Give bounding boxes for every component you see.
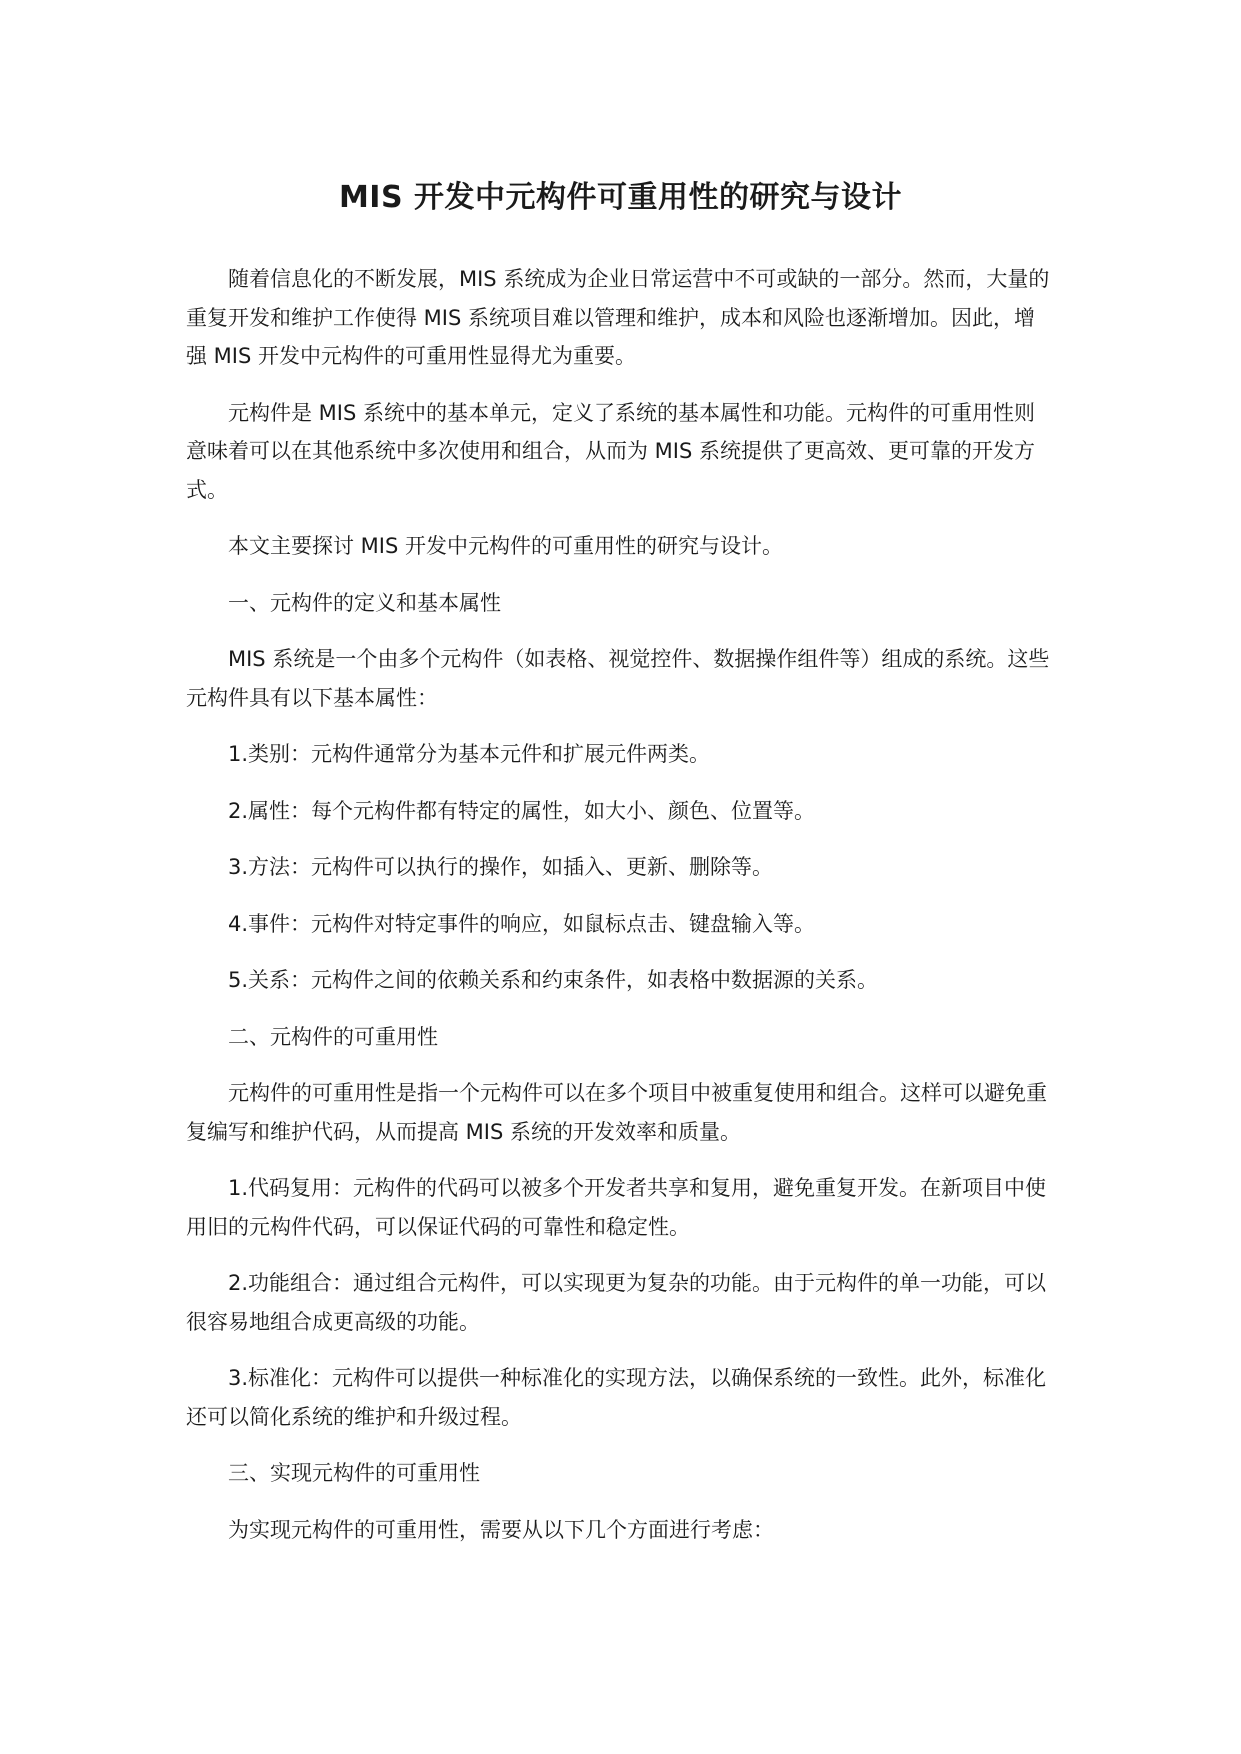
list-item-events: 4.事件：元构件对特定事件的响应，如鼠标点击、键盘输入等。 xyxy=(228,911,816,936)
list-item-code-reuse: 1.代码复用：元构件的代码可以被多个开发者共享和复用，避免重复开发。在新项目中使用旧的元构件代码，可以保证代码的可靠性和稳定性。 xyxy=(186,1176,1047,1239)
paragraph-intro: 随着信息化的不断发展，MIS 系统成为企业日常运营中不可或缺的一部分。然而，大量的重复开发和维护工作使得 MIS 系统项目难以管理和维护，成本和风险也逐渐增加。因此，增强 MIS 开发中元构件的可重用性显得尤为重要。 xyxy=(186,267,1050,368)
document-body xyxy=(186,260,1055,1549)
paragraph-reusability: 元构件的可重用性是指一个元构件可以在多个项目中被重复使用和组合。这样可以避免重复编写和维护代码，从而提高 MIS 系统的开发效率和质量。 xyxy=(186,1081,1047,1144)
list-item-methods: 3.方法：元构件可以执行的操作，如插入、更新、删除等。 xyxy=(228,855,774,879)
section-heading-2: 二、元构件的可重用性 xyxy=(228,1024,438,1049)
paragraph-system-composition: MIS 系统是一个由多个元构件（如表格、视觉控件、数据操作组件等）组成的系统。这些元构件具有以下基本属性： xyxy=(186,647,1050,710)
section-heading-1: 一、元构件的定义和基本属性 xyxy=(228,590,501,615)
paragraph-scope: 本文主要探讨 MIS 开发中元构件的可重用性的研究与设计。 xyxy=(228,534,783,558)
list-item-function-composition: 2.功能组合：通过组合元构件，可以实现更为复杂的功能。由于元构件的单一功能，可以很容易地组合成更高级的功能。 xyxy=(186,1271,1047,1334)
list-item-attributes: 2.属性：每个元构件都有特定的属性，如大小、颜色、位置等。 xyxy=(228,798,816,823)
document-title: MIS 开发中元构件可重用性的研究与设计 xyxy=(338,180,903,215)
list-item-relations: 5.关系：元构件之间的依赖关系和约束条件，如表格中数据源的关系。 xyxy=(228,968,879,992)
paragraph-component-definition: 元构件是 MIS 系统中的基本单元，定义了系统的基本属性和功能。元构件的可重用性则意味着可以在其他系统中多次使用和组合，从而为 MIS 系统提供了更高效、更可靠的开发方式。 xyxy=(186,400,1035,502)
list-item-standardization: 3.标准化：元构件可以提供一种标准化的实现方法，以确保系统的一致性。此外，标准化还可以简化系统的维护和升级过程。 xyxy=(186,1366,1047,1429)
section-heading-3: 三、实现元构件的可重用性 xyxy=(228,1461,480,1485)
list-item-category: 1.类别：元构件通常分为基本元件和扩展元件两类。 xyxy=(228,742,711,766)
paragraph-implementation: 为实现元构件的可重用性，需要从以下几个方面进行考虑： xyxy=(228,1517,774,1542)
